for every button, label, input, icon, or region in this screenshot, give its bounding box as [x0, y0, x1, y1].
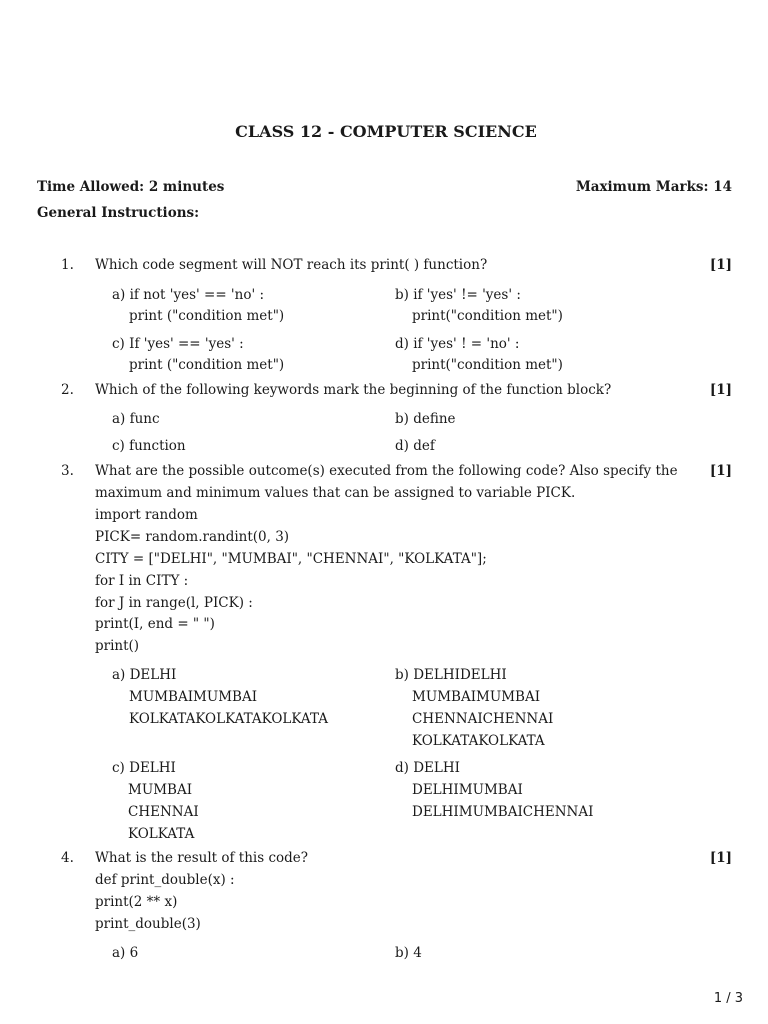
q4-line: print_double(3) [95, 916, 201, 932]
q3-option-d-line: DELHIMUMBAICHENNAI [412, 804, 594, 820]
q3-option-c-line: MUMBAI [128, 782, 193, 798]
q3-option-c-line: CHENNAI [128, 804, 199, 820]
q3-line: PICK= random.randint(0, 3) [95, 529, 290, 545]
q3-line: for J in range(l, PICK) : [95, 595, 253, 611]
q4-option-a: a) 6 [112, 945, 139, 961]
q1-option-c-line2: print ("condition met") [129, 357, 285, 373]
q4-number: 4. [61, 850, 74, 866]
q3-option-a-line: KOLKATAKOLKATAKOLKATA [129, 711, 328, 727]
q1-text: Which code segment will NOT reach its print( ) function? [95, 257, 488, 273]
q1-option-b-line2: print("condition met") [412, 308, 563, 324]
page-title: CLASS 12 - COMPUTER SCIENCE [235, 122, 537, 141]
time-allowed: Time Allowed: 2 minutes [37, 179, 225, 195]
q3-line: CITY = ["DELHI", "MUMBAI", "CHENNAI", "KOLKATA"]; [95, 551, 487, 567]
q3-option-d-line: DELHIMUMBAI [412, 782, 523, 798]
q2-option-a: a) func [112, 411, 160, 427]
q2-marks: [1] [709, 382, 732, 398]
q3-option-c-line: c) DELHI [112, 760, 176, 776]
q3-option-d-line: d) DELHI [395, 760, 460, 776]
q3-line: print(I, end = " ") [95, 616, 215, 632]
q2-number: 2. [61, 382, 74, 398]
q3-line: maximum and minimum values that can be assigned to variable PICK. [95, 485, 576, 501]
q1-option-b-line1: b) if 'yes' != 'yes' : [395, 287, 521, 303]
q3-option-b-line: KOLKATAKOLKATA [412, 733, 545, 749]
q1-option-d-line1: d) if 'yes' ! = 'no' : [395, 336, 520, 352]
q2-option-b: b) define [395, 411, 456, 427]
q3-option-c-line: KOLKATA [128, 826, 195, 842]
q4-marks: [1] [709, 850, 732, 866]
q3-line: print() [95, 638, 140, 654]
q2-text: Which of the following keywords mark the beginning of the function block? [95, 382, 612, 398]
q2-option-c: c) function [112, 438, 186, 454]
q3-option-b-line: MUMBAIMUMBAI [412, 689, 541, 705]
q3-option-a-line: a) DELHI [112, 667, 177, 683]
q3-option-b-line: b) DELHIDELHI [395, 667, 507, 683]
q3-number: 3. [61, 463, 74, 479]
q3-line: import random [95, 507, 198, 523]
q3-option-b-line: CHENNAICHENNAI [412, 711, 554, 727]
general-instructions: General Instructions: [37, 205, 200, 221]
q3-line: What are the possible outcome(s) executed from the following code? Also specify the [95, 463, 678, 479]
q1-option-a-line1: a) if not 'yes' == 'no' : [112, 287, 265, 303]
q1-option-a-line2: print ("condition met") [129, 308, 285, 324]
q1-option-c-line1: c) If 'yes' == 'yes' : [112, 336, 244, 352]
q4-line: print(2 ** x) [95, 894, 178, 910]
q1-option-d-line2: print("condition met") [412, 357, 563, 373]
q4-line: def print_double(x) : [95, 872, 235, 888]
q3-option-a-line: MUMBAIMUMBAI [129, 689, 258, 705]
page-number: 1 / 3 [713, 991, 743, 1006]
q2-option-d: d) def [395, 438, 435, 454]
q1-number: 1. [61, 257, 74, 273]
maximum-marks: Maximum Marks: 14 [575, 179, 732, 195]
q3-line: for I in CITY : [95, 573, 189, 589]
q3-marks: [1] [709, 463, 732, 479]
q4-line: What is the result of this code? [95, 850, 309, 866]
q1-marks: [1] [709, 257, 732, 273]
q4-option-b: b) 4 [395, 945, 422, 961]
